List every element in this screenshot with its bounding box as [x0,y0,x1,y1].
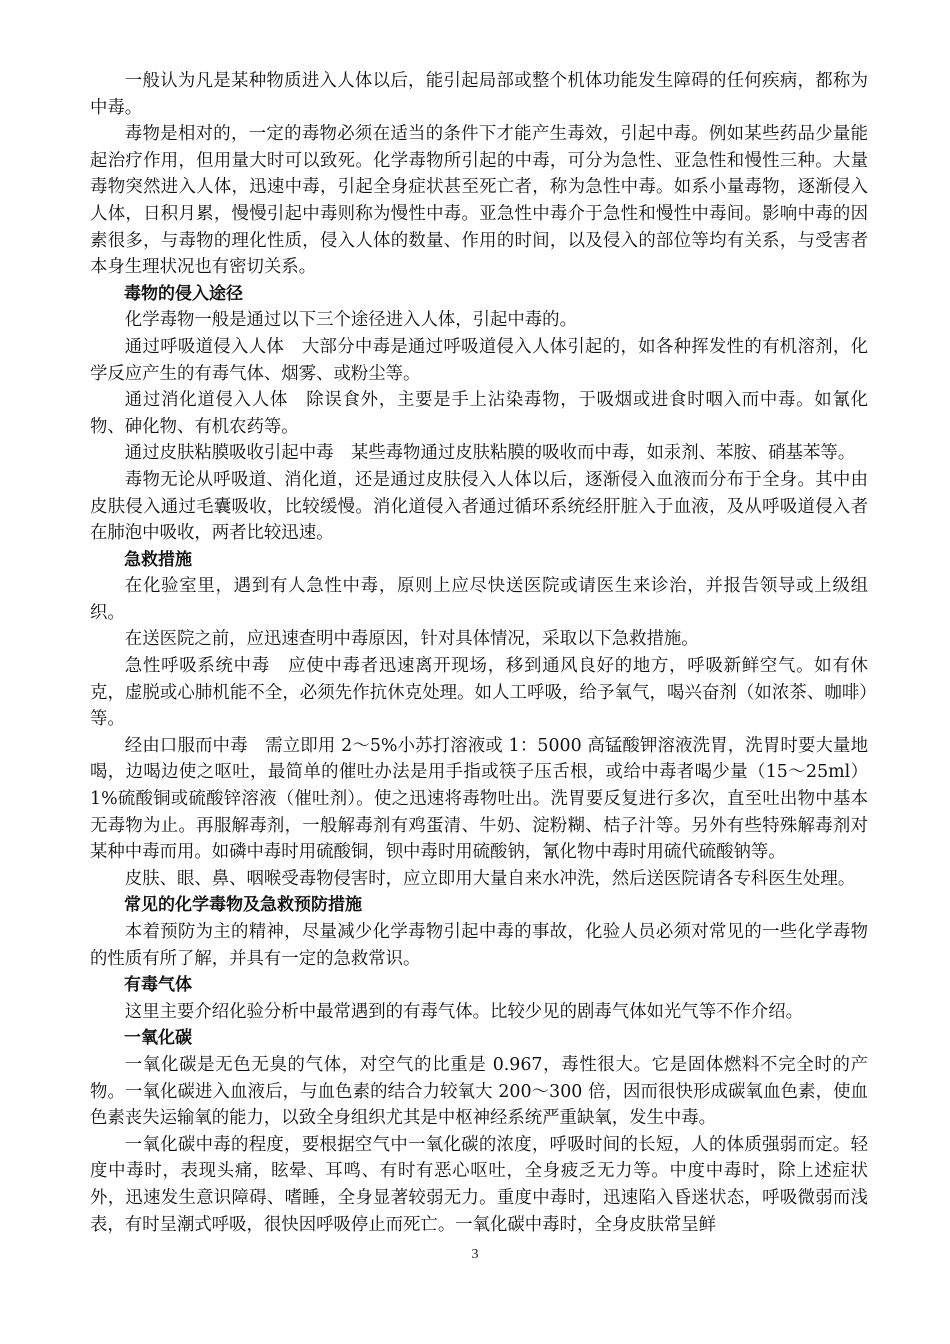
paragraph: 通过消化道侵入人体 除误食外，主要是手上沾染毒物，于吸烟或进食时咽入而中毒。如氰化物、砷化物、有机农药等。 [90,390,868,437]
paragraph: 化学毒物一般是通过以下三个途径进入人体，引起中毒的。 [124,310,577,331]
paragraph: 在化验室里，遇到有人急性中毒，原则上应尽快送医院或请医生来诊治，并报告领导或上级组织。 [90,576,868,623]
section-heading: 毒物的侵入途径 [124,283,243,304]
paragraph: 皮肤、眼、鼻、咽喉受毒物侵害时，应立即用大量自来水冲洗，然后送医院请各专科医生处理。 [124,868,856,889]
paragraph: 毒物是相对的，一定的毒物必须在适当的条件下才能产生毒效，引起中毒。例如某些药品少量能起治疗作用，但用量大时可以致死。化学毒物所引起的中毒，可分为急性、亚急性和慢性三种。大量毒物突然进入人体，迅速中毒，引起全身症状甚至死亡者，称为急性中毒。如系小量毒物，逐渐侵入人体，日积月累，慢慢引起中毒则称为慢性中毒。亚急性中毒介于急性和慢性中毒间。影响中毒的因素很多，与毒物的理化性质，侵入人体的数量、作用的时间，以及侵入的部位等均有关系，与受害者本身生理状况也有密切关系。 [90,124,868,278]
paragraph: 一氧化碳是无色无臭的气体，对空气的比重是 0.967，毒性很大。它是固体燃料不完全时的产物。一氧化碳进入血液后，与血色素的结合力较氧大 200～300 倍，因而很快形成碳氧血色素，使血色素丧失运输氧的能力，以致全身组织尤其是中枢神经系统严重缺氧，发生中毒。 [90,1054,868,1129]
section-heading: 有毒气体 [124,975,192,996]
paragraph: 一般认为凡是某种物质进入人体以后，能引起局部或整个机体功能发生障碍的任何疾病，都称为中毒。 [90,71,868,118]
paragraph: 经由口服而中毒 需立即用 2～5%小苏打溶液或 1：5000 高锰酸钾溶液洗胃，洗胃时要大量地喝，边喝边使之呕吐，最简单的催吐办法是用手指或筷子压舌根，或给中毒者喝少量（15～25ml）1%硫酸铜或硫酸锌溶液（催吐剂）。使之迅速将毒物吐出。洗胃要反复进行多次，直至吐出物中基本无毒物为止。再服解毒剂，一般解毒剂有鸡蛋清、牛奶、淀粉糊、桔子汁等。另外有些特殊解毒剂对某种中毒而用。如磷中毒时用硫酸铜，钡中毒时用硫酸钠，氰化物中毒时用硫代硫酸钠等。 [90,735,868,863]
paragraph: 本着预防为主的精神，尽量减少化学毒物引起中毒的事故，化验人员必须对常见的一些化学毒物的性质有所了解，并具有一定的急救常识。 [90,922,868,969]
paragraph: 通过呼吸道侵入人体 大部分中毒是通过呼吸道侵入人体引起的，如各种挥发性的有机溶剂，化学反应产生的有毒气体、烟雾、或粉尘等。 [90,336,868,384]
paragraph: 通过皮肤粘膜吸收引起中毒 某些毒物通过皮肤粘膜的吸收而中毒，如汞剂、苯胺、硝基苯等。 [124,443,856,464]
document-body [90,68,868,1238]
section-heading: 常见的化学毒物及急救预防措施 [124,895,362,916]
paragraph: 急性呼吸系统中毒 应使中毒者迅速离开现场，移到通风良好的地方，呼吸新鲜空气。如有休克，虚脱或心肺机能不全，必须先作抗休克处理。如人工呼吸，给予氧气，喝兴奋剂（如浓茶、咖啡）等。 [90,656,868,730]
paragraph: 这里主要介绍化验分析中最常遇到的有毒气体。比较少见的剧毒气体如光气等不作介绍。 [124,1001,804,1022]
page-number: 3 [471,1247,479,1262]
paragraph: 在送医院之前，应迅速查明中毒原因，针对具体情况，采取以下急救措施。 [124,629,699,650]
paragraph: 毒物无论从呼吸道、消化道，还是通过皮肤侵入人体以后，逐渐侵入血液而分布于全身。其中由皮肤侵入通过毛囊吸收，比较缓慢。消化道侵入者通过循环系统经肝脏入于血液，及从呼吸道侵入者在肺泡中吸收，两者比较迅速。 [90,469,868,544]
paragraph: 一氧化碳中毒的程度，要根据空气中一氧化碳的浓度，呼吸时间的长短，人的体质强弱而定。轻度中毒时，表现头痛，眩晕、耳鸣、有时有恶心呕吐，全身疲乏无力等。中度中毒时，除上述症状外，迅速发生意识障碍、嗜睡，全身显著较弱无力。重度中毒时，迅速陷入昏迷状态，呼吸微弱而浅表，有时呈潮式呼吸，很快因呼吸停止而死亡。一氧化碳中毒时，全身皮肤常呈鲜 [90,1134,868,1235]
section-heading: 急救措施 [124,549,192,570]
section-heading: 一氧化碳 [124,1028,192,1049]
